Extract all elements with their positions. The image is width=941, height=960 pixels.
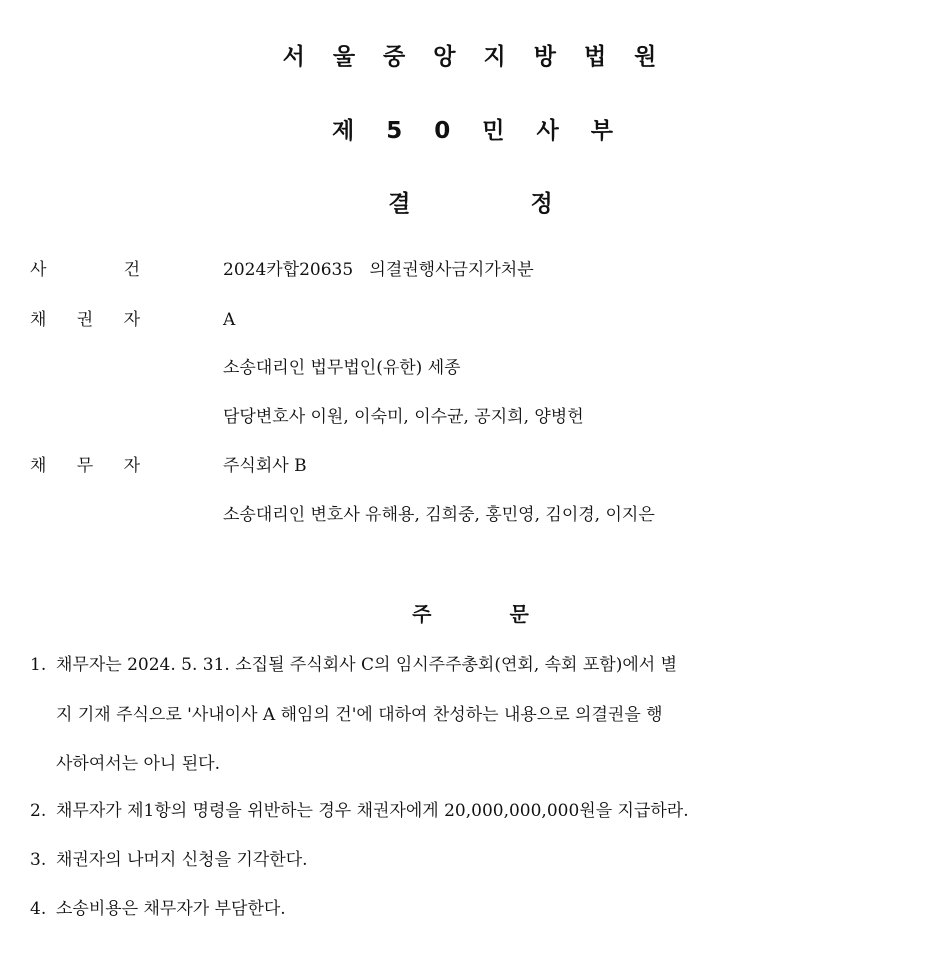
order-item-3 — [30, 850, 308, 870]
order-item-number: 1. — [30, 655, 47, 675]
order-item-1 — [30, 655, 677, 675]
order-item-number: 2. — [30, 801, 47, 821]
creditor-label-char: 자 — [123, 310, 140, 330]
debtor-label-char: 무 — [76, 456, 94, 476]
order-item-2 — [30, 801, 689, 821]
order-heading — [0, 598, 941, 627]
creditor-attorneys-in-charge: 담당변호사 이원, 이숙미, 이수균, 공지희, 양병헌 — [223, 407, 584, 427]
creditor-name: A — [223, 310, 236, 330]
order-item-4 — [30, 899, 286, 919]
debtor-label — [30, 456, 140, 476]
order-item-number: 4. — [30, 899, 47, 919]
order-item-text: 채무자가 제1항의 명령을 위반하는 경우 채권자에게 20,000,000,000원을 지급하라. — [56, 801, 689, 821]
order-item-text: 채무자는 2024. 5. 31. 소집될 주식회사 C의 임시주주총회(연회, 속회 포함)에서 별 — [56, 655, 678, 675]
debtor-name: 주식회사 B — [223, 456, 307, 476]
case-label-char: 건 — [123, 260, 140, 280]
division-name: 제 5 0 민 사 부 — [332, 118, 625, 144]
order-heading-char-1: 주 — [412, 602, 432, 626]
order-item-number: 3. — [30, 850, 47, 870]
debtor-label-char: 채 — [30, 456, 47, 476]
creditor-label-char: 권 — [76, 310, 94, 330]
document-type-title — [0, 185, 941, 218]
debtor-label-char: 자 — [123, 456, 140, 476]
order-item-1-continuation: 사하여서는 아니 된다. — [56, 754, 221, 774]
order-item-1-continuation: 지 기재 주식으로 '사내이사 A 해임의 건'에 대하여 찬성하는 내용으로 의결권을 행 — [56, 705, 663, 725]
creditor-attorney-firm: 소송대리인 법무법인(유한) 세종 — [223, 358, 461, 378]
order-item-text: 소송비용은 채무자가 부담한다. — [56, 899, 286, 919]
order-item-text: 채권자의 나머지 신청을 기각한다. — [56, 850, 308, 870]
debtor-attorneys: 소송대리인 변호사 유해용, 김희중, 홍민영, 김이경, 이지은 — [223, 505, 655, 525]
creditor-label-char: 채 — [30, 310, 47, 330]
order-heading-char-2: 문 — [509, 602, 529, 626]
document-type-char-1: 결 — [388, 191, 411, 217]
court-name: 서 울 중 앙 지 방 법 원 — [282, 44, 667, 70]
case-label-char: 사 — [30, 260, 47, 280]
document-type-char-2: 정 — [530, 191, 553, 217]
creditor-label — [30, 310, 140, 330]
case-label — [30, 260, 140, 280]
case-number-and-title: 2024카합20635 의결권행사금지가처분 — [223, 260, 534, 280]
